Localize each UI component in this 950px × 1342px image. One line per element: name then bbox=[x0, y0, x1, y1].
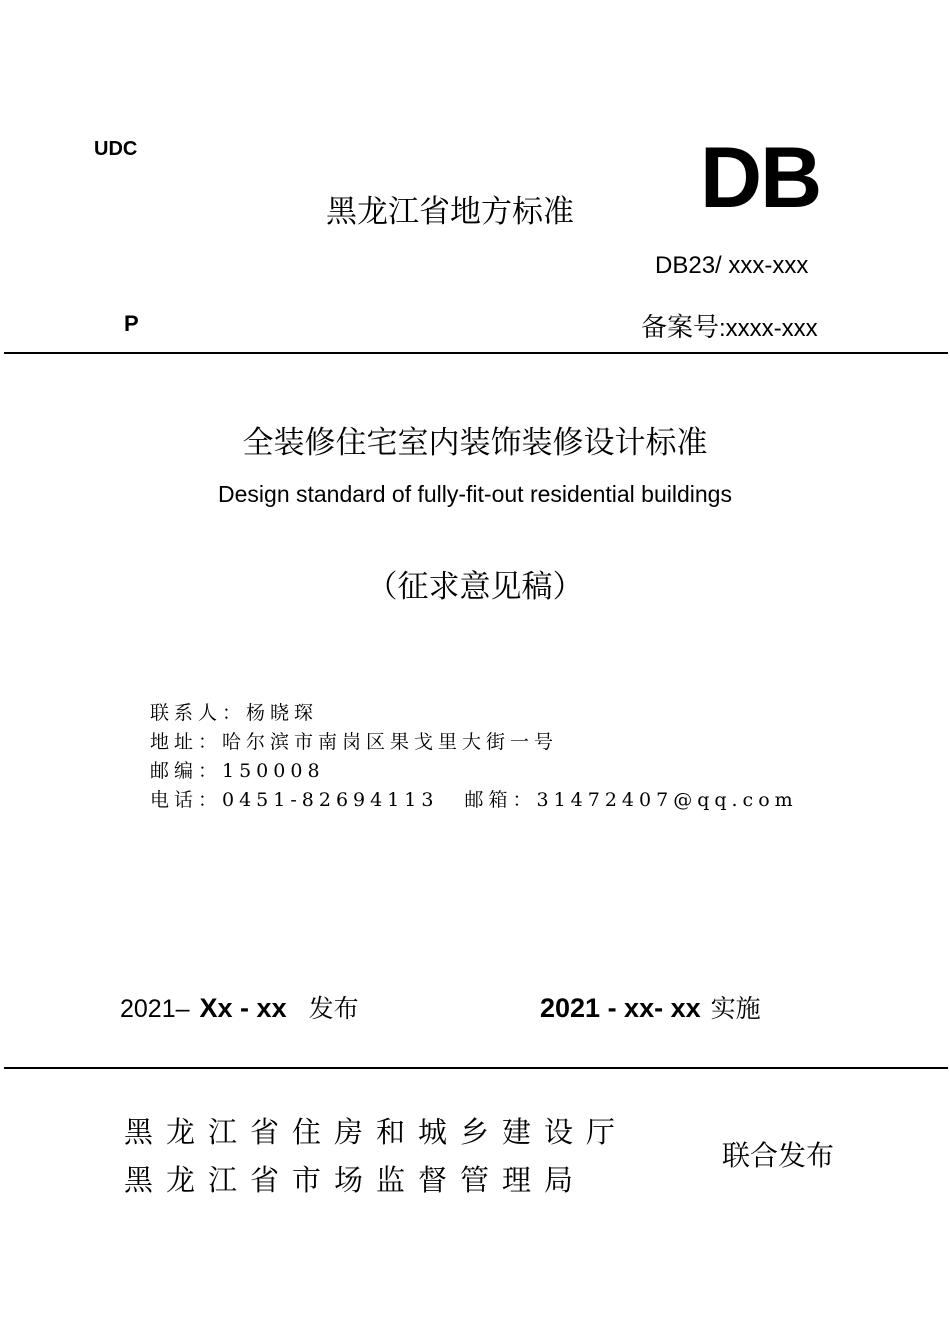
contact-phone-email bbox=[150, 785, 798, 812]
contact-person: 联系人：杨晓琛 bbox=[150, 702, 319, 724]
title-english: Design standard of fully-fit-out residential buildings bbox=[218, 481, 732, 507]
standard-number: DB23/ xxx-xxx bbox=[655, 252, 809, 279]
contact-address: 地址：哈尔滨市南岗区果戈里大街一号 bbox=[150, 731, 559, 753]
record-label: 备案号 bbox=[641, 313, 720, 343]
contact-email: 邮箱：31472407@qq.com bbox=[464, 789, 798, 811]
publish-date bbox=[120, 989, 359, 1025]
implement-label: 实施 bbox=[710, 994, 761, 1023]
contact-postcode: 邮编：150008 bbox=[150, 760, 325, 782]
implement-date bbox=[540, 989, 761, 1025]
publish-month-day: Xx - xx bbox=[199, 993, 287, 1023]
issuer-market-regulation: 黑龙江省市场监督管理局 bbox=[124, 1163, 587, 1197]
title-chinese: 全装修住宅室内装饰装修设计标准 bbox=[242, 425, 708, 461]
record-number bbox=[641, 307, 818, 344]
record-value: :xxxx-xxx bbox=[719, 315, 818, 342]
issuer-housing-department: 黑龙江省住房和城乡建设厅 bbox=[124, 1115, 629, 1149]
publish-label: 发布 bbox=[308, 994, 359, 1023]
contact-phone: 电话：0451-82694113 bbox=[150, 789, 439, 811]
udc-label: UDC bbox=[94, 138, 138, 160]
draft-status: （征求意见稿） bbox=[366, 569, 584, 605]
standard-type: 黑龙江省地方标准 bbox=[326, 194, 574, 230]
db-mark: DB bbox=[700, 130, 821, 226]
joint-release-label: 联合发布 bbox=[722, 1139, 835, 1172]
top-divider bbox=[4, 352, 948, 354]
classification-code: P bbox=[124, 311, 139, 336]
bottom-divider bbox=[4, 1067, 948, 1069]
implement-date-value: 2021 - xx- xx bbox=[540, 993, 701, 1023]
publish-year: 2021– bbox=[120, 995, 190, 1023]
